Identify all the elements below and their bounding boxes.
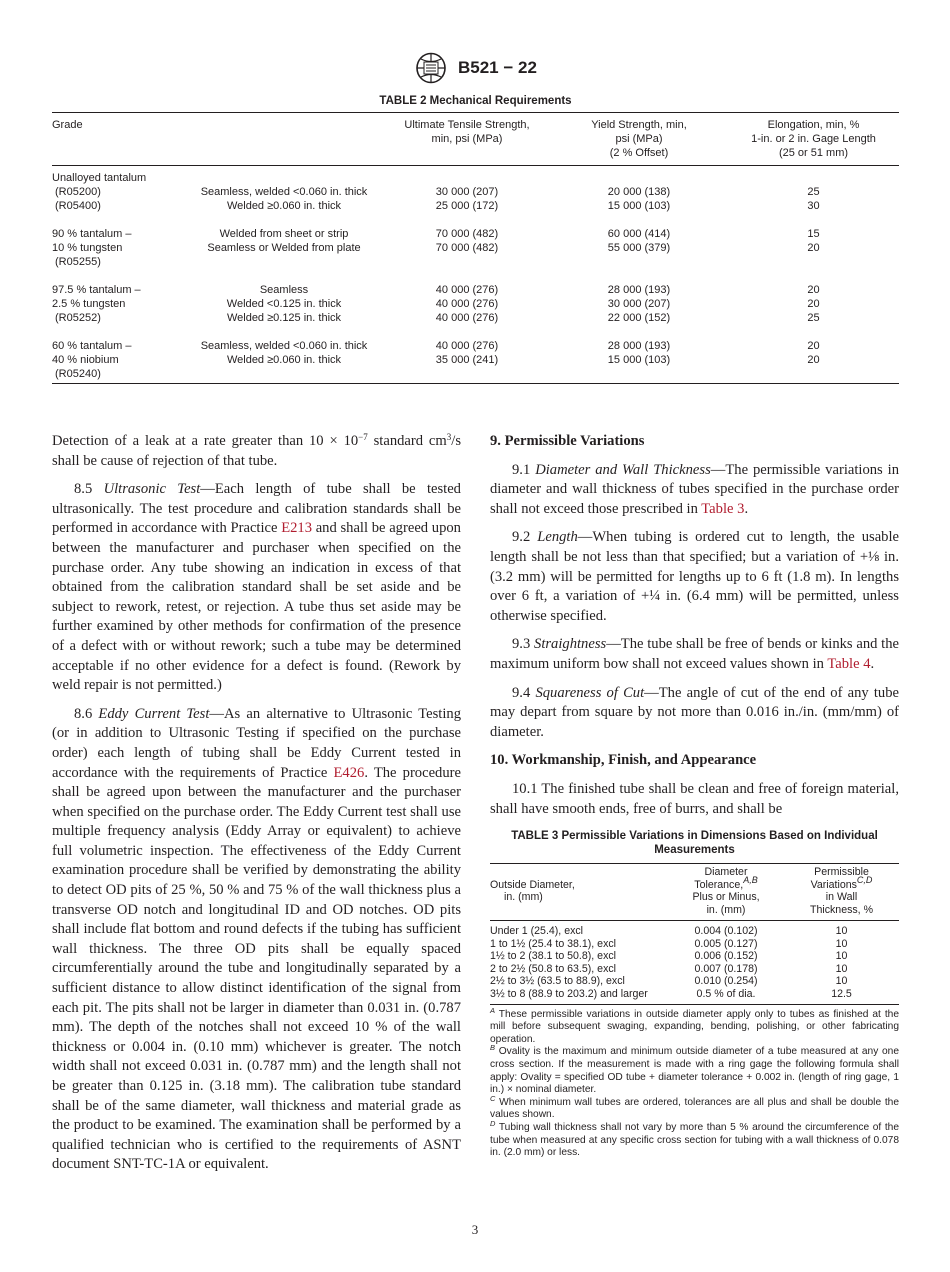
table-cell: Under 1 (25.4), excl [490, 925, 584, 937]
header-wall-thickness: Permissible Variations$^{C,D}$ in Wall Thickness, % [784, 864, 899, 921]
right-column [490, 432, 899, 828]
table-cell [550, 367, 728, 384]
table-row [52, 325, 899, 353]
table-cell: 15 [807, 228, 820, 240]
table-cell: Seamless or Welded from plate [207, 242, 361, 254]
table-cell: 55 000 (379) [607, 242, 671, 254]
header-diameter-tolerance: Diameter Tolerance,$^{A,B}$ Plus or Minus, in. (mm) [668, 864, 784, 921]
table-cell: 20 [807, 340, 820, 352]
table-3-caption: TABLE 3 Permissible Variations in Dimensions Based on Individual Measurements [511, 830, 878, 856]
section-9-1: 9.1 Diameter and Wall Thickness—The permissible variations in diameter and wall thickness of tubes specified in the purchase order shall not exceed those prescribed in Table 3. [490, 461, 900, 517]
table-cell [184, 367, 384, 384]
table-cell: 60 000 (414) [607, 228, 671, 240]
table-cell: Unalloyed tantalum [52, 172, 147, 184]
section-8-5-ultrasonic-test: 8.5 Ultrasonic Test—Each length of tube shall be tested ultrasonically. The test procedure and calibration standards shall be performed in accordance with Practice E213 and shall be agreed upon between the manufacturer and purchaser when specified on the purchase order. Any tube showing an indication in excess of that obtained from the calibration standard shall be set aside and be subject to rework, retest, or rejection. A tube thus set aside may be further examined by other methods for confirmation of the presence of a defect with or without rework; such a tube may be determined acceptable if no other evidence for a defect is found. (Rework by weld repair is not permitted.) [52, 481, 461, 694]
table-cell: 25 [807, 186, 820, 198]
table-cell: 20 [807, 242, 820, 254]
table-cell [550, 166, 728, 186]
table-cell: 15 000 (103) [607, 354, 671, 366]
table-cell: 20 [807, 354, 820, 366]
table-cell: 1 to 1½ (25.4 to 38.1), excl [490, 937, 617, 950]
table-cell [550, 255, 728, 269]
table-row [52, 185, 899, 199]
table-cell: 0.006 (0.152) [694, 950, 758, 963]
table-cell: 0.005 (0.127) [694, 937, 758, 950]
table-cell: 20 [807, 284, 820, 296]
table-cell: 12.5 [831, 987, 852, 1000]
table-cell: 97.5 % tantalum – [52, 284, 141, 296]
table-cell: 2½ to 3½ (63.5 to 88.9), excl [490, 975, 625, 988]
table-row [490, 938, 899, 951]
table-cell: 22 000 (152) [607, 312, 671, 324]
table-row [52, 297, 899, 311]
footnote-b: $^B$ Ovality is the maximum and minimum outside diameter of a tube measured at any one cross section. If the measurement is made with a ring gage the following formula shall apply: Ovality = specified OD tube + diameter tolerance + 0.002 in. (length of ring gage, 1 in.) × nominal diameter. [490, 1043, 899, 1096]
table-cell: 60 % tantalum – [52, 340, 132, 352]
table-row [52, 255, 899, 269]
table-row [490, 988, 899, 1004]
table-cell: 1½ to 2 (38.1 to 50.8), excl [490, 950, 617, 963]
table-cell: 40 000 (276) [435, 340, 499, 352]
table-cell: 0.5 % of dia. [696, 987, 756, 1000]
table-row [52, 213, 899, 241]
page-number: 3 [471, 1222, 479, 1237]
section-9-4: 9.4 Squareness of Cut—The angle of cut of the end of any tube may depart from square by not more than 0.016 in./in. (mm/mm) of diameter. [490, 684, 899, 740]
table-cell: 15 000 (103) [607, 200, 671, 212]
table-cell: Seamless, welded <0.060 in. thick [200, 340, 368, 352]
table-cell: 3½ to 8 (88.9 to 203.2) and larger [490, 987, 648, 1000]
section-8-6-eddy-current-test: 8.6 Eddy Current Test—As an alternative to Ultrasonic Testing (or in addition to Ultrasonic Testing if specified on the purchase order) each length of tubing shall be Eddy Current tested in accordance with the requirements of Practice E426. The procedure shall be agreed upon between the manufacturer and the purchaser when specified on the purchase order. The Eddy Current test shall use multiple frequency analysis (Eddy Array or equivalent) to achieve full volumetric inspection. The effectiveness of the Eddy Current examination procedure shall be verified by demonstrating the ability to detect OD pits of 25 %, 50 % and 75 % of the wall thickness plus a transverse OD notch and longitudinal ID and OD notches. OD pits shall include flat bottom and round defects if the tubing has sufficient wall thickness. The three OD pits shall be equally spaced circumferentially around the tube and longitudinally separated by a sufficient distance to allow distinct identification of the signal from each pit. The pits shall not be larger in diameter than 0.031 in. (0.787 mm). The depth of the notches shall not exceed 10 % of the wall thickness or 0.004 in. (0.10 mm) whichever is greater. The notch width shall not exceed 0.031 in. (0.787 mm) and the length shall not be greater than 0.125 in. (3.18 mm). The calibration tube standard shall be of the same diameter, wall thickness and material grade as the product to be examined. The examination shall be performed by a qualified technician who is certified to the requirements of ASNT document SNT-TC-1A or equivalent. [52, 705, 462, 1173]
table-cell [384, 255, 550, 269]
table-cell: 70 000 (482) [435, 242, 499, 254]
header-outside-diameter: Outside Diameter, in. (mm) [490, 864, 668, 921]
table-row [52, 367, 899, 384]
table-row [52, 311, 899, 325]
table-row [52, 353, 899, 367]
table-row [52, 199, 899, 213]
table-2-mechanical-requirements [52, 95, 899, 384]
table-cell: 70 000 (482) [435, 228, 499, 240]
table-cell [184, 166, 384, 186]
table-cell: (R05252) [55, 312, 101, 324]
table-cell: 25 000 (172) [435, 200, 499, 212]
table-cell: 30 [807, 200, 820, 212]
table-cell: Welded ≥0.125 in. thick [226, 312, 342, 324]
table-cell: 35 000 (241) [435, 354, 499, 366]
table-cell: Welded <0.125 in. thick [226, 298, 342, 310]
table-cell [728, 367, 899, 384]
table-3-footnotes [490, 1005, 899, 1160]
page-header [0, 52, 950, 86]
table-row [52, 269, 899, 297]
header-uts: Ultimate Tensile Strength, min, psi (MPa) [384, 113, 550, 166]
table-row [490, 975, 899, 988]
table-row [52, 166, 899, 186]
table-cell: 40 % niobium [52, 354, 119, 366]
table-cell: 10 [835, 925, 848, 937]
table-cell: 25 [807, 312, 820, 324]
table-cell: 10 [835, 950, 848, 963]
link-table-3[interactable]: Table 3 [701, 500, 745, 517]
table-cell [384, 367, 550, 384]
table-cell: Welded from sheet or strip [219, 228, 349, 240]
astm-logo-icon [411, 52, 451, 84]
table-3-header-row [490, 864, 899, 921]
table-cell: 40 000 (276) [435, 284, 499, 296]
table-cell: 28 000 (193) [607, 340, 671, 352]
document-id: B521 − 22 [458, 58, 537, 77]
table-cell: (R05240) [55, 368, 101, 380]
header-elongation: Elongation, min, % 1-in. or 2 in. Gage Length (25 or 51 mm) [728, 113, 899, 166]
table-cell: Welded ≥0.060 in. thick [226, 200, 342, 212]
table-2-caption: TABLE 2 Mechanical Requirements [379, 95, 572, 107]
table-cell: 10 [835, 937, 848, 950]
section-9-3: 9.3 Straightness—The tube shall be free of bends or kinks and the maximum uniform bow shall not exceed values shown in Table 4. [490, 636, 899, 672]
table-3-permissible-variations [490, 829, 899, 1160]
table-row [490, 963, 899, 976]
link-e213[interactable]: E213 [281, 520, 312, 537]
table-cell: 2.5 % tungsten [52, 298, 126, 310]
section-9-2: 9.2 Length—When tubing is ordered cut to length, the usable length shall be not less than that specified; but a variation of +⅛ in. (3.2 mm) will be permitted for lengths up to 6 ft (1.8 m). In lengths over 6 ft, a variation of +¼ in. (6.4 mm) will be permitted, unless otherwise specified. [490, 529, 900, 624]
table-2-header-row [52, 113, 899, 166]
table-cell: Welded ≥0.060 in. thick [226, 354, 342, 366]
table-cell: 10 [835, 962, 848, 975]
link-table-4[interactable]: Table 4 [827, 655, 871, 672]
table-cell: Seamless [259, 284, 309, 296]
footnote-a: $^A$ These permissible variations in outside diameter apply only to tubes as finished at the mill before subsequent swaging, expanding, bending, polishing, or other fabricating operation. [490, 1005, 899, 1045]
table-row [52, 241, 899, 255]
table-cell: Seamless, welded <0.060 in. thick [200, 186, 368, 198]
table-cell: 40 000 (276) [435, 298, 499, 310]
table-cell: 20 [807, 298, 820, 310]
table-cell: 90 % tantalum – [52, 228, 132, 240]
footnote-d: $^D$ Tubing wall thickness shall not vary by more than 5 % around the circumference of the tube when measured at any specific cross section for tubing with a wall thickness of 0.078 in. (2.0 mm) or less. [490, 1118, 899, 1159]
table-cell [728, 166, 899, 186]
table-cell: (R05400) [55, 200, 101, 212]
footnote-c: $^C$ When minimum wall tubes are ordered, tolerances are all plus and shall be double the values shown. [490, 1093, 899, 1121]
table-cell [728, 255, 899, 269]
table-cell: 10 % tungsten [52, 242, 123, 254]
table-cell: 0.007 (0.178) [694, 962, 758, 975]
table-row [490, 950, 899, 963]
table-cell [184, 255, 384, 269]
table-cell: (R05200) [55, 186, 101, 198]
link-e426[interactable]: E426 [333, 764, 365, 781]
table-cell: 28 000 (193) [607, 284, 671, 296]
section-9-heading: 9. Permissible Variations [490, 433, 645, 449]
table-cell: 2 to 2½ (50.8 to 63.5), excl [490, 962, 617, 975]
header-yield: Yield Strength, min, psi (MPa) (2 % Offset) [550, 113, 728, 166]
table-cell: 20 000 (138) [607, 186, 671, 198]
table-cell: 0.010 (0.254) [694, 975, 758, 988]
table-cell: 0.004 (0.102) [694, 925, 758, 937]
table-cell: (R05255) [55, 256, 101, 268]
section-10-heading: 10. Workmanship, Finish, and Appearance [490, 752, 757, 769]
table-cell: 30 000 (207) [435, 186, 499, 198]
table-cell: 30 000 (207) [607, 298, 671, 310]
table-cell [384, 166, 550, 186]
section-10-1: 10.1 The finished tube shall be clean and free of foreign material, shall have smooth ends, free of burrs, and shall be [490, 780, 899, 817]
table-row [490, 921, 899, 938]
table-cell: 10 [835, 975, 848, 988]
leak-detection-paragraph: Detection of a leak at a rate greater than $10 \times 10^{-7}$ standard $cm^3/s$ shall be cause of rejection of that tube. [52, 432, 461, 469]
header-grade: Grade [52, 113, 184, 166]
left-column [52, 432, 461, 1184]
table-cell: 40 000 (276) [435, 312, 499, 324]
